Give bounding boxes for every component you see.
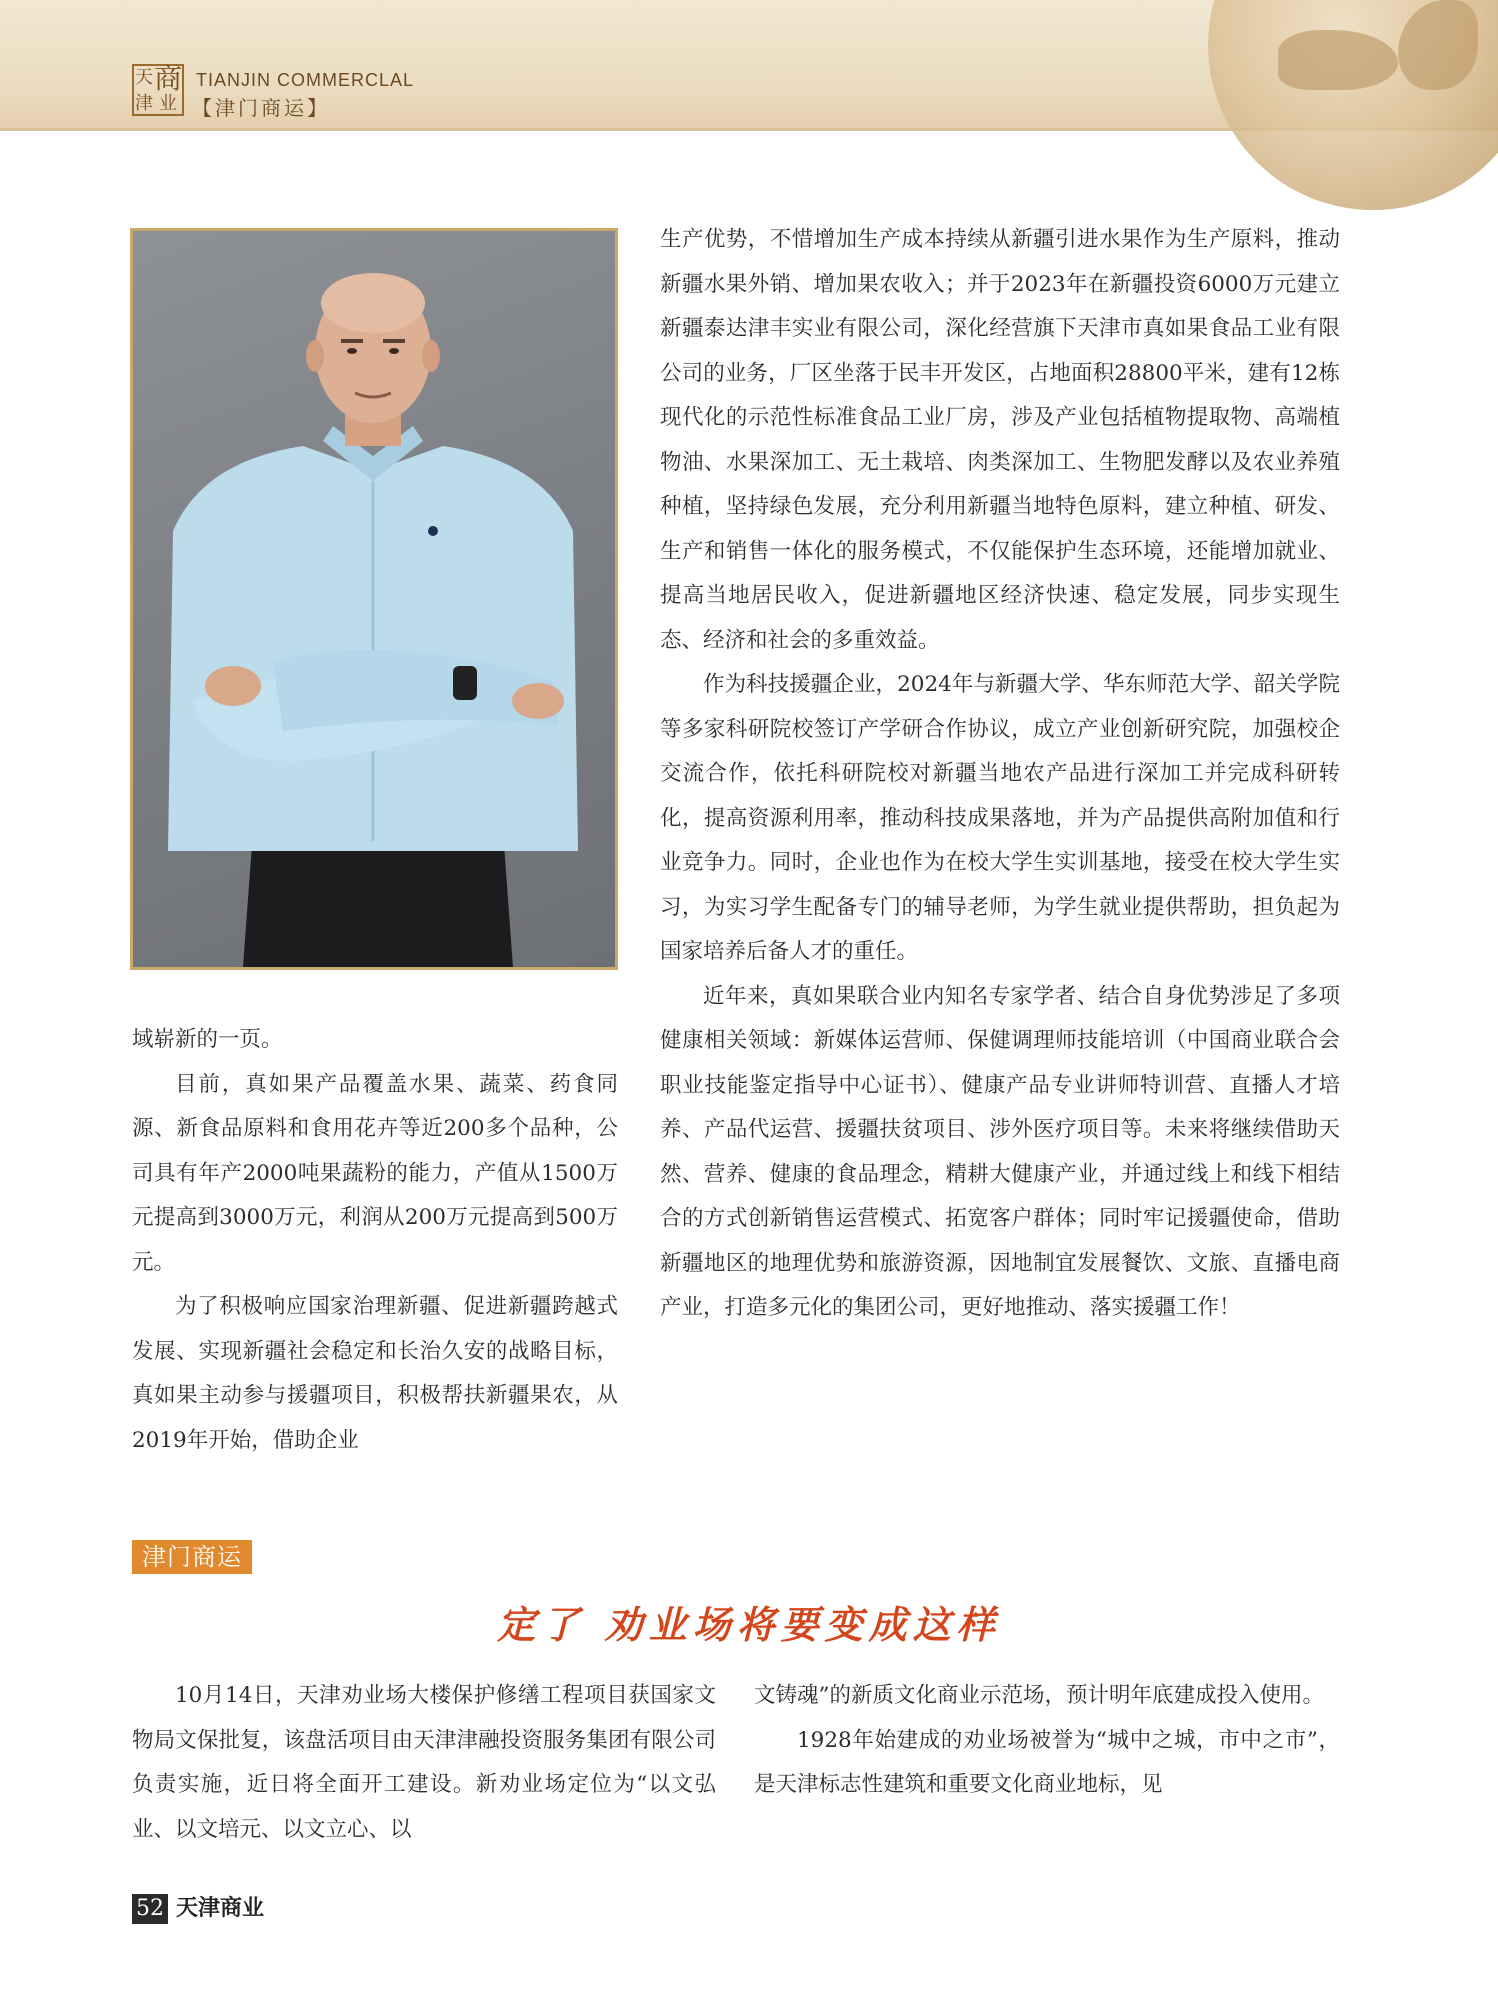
portrait-figure-icon <box>133 231 615 967</box>
article-paragraph: 为了积极响应国家治理新疆、促进新疆跨越式发展、实现新疆社会稳定和长治久安的战略目标，真如果主动参与援疆项目，积极帮扶新疆果农，从2019年开始，借助企业 <box>132 1294 618 1453</box>
column-name: 【津门商运】 <box>192 96 330 120</box>
article2-right-column <box>754 1674 1340 1808</box>
article-right-column <box>660 218 1340 1331</box>
article-left-column <box>132 1018 618 1463</box>
article2-left-column <box>132 1674 716 1852</box>
article-paragraph: 近年来，真如果联合业内知名专家学者、结合自身优势涉足了多项健康相关领域：新媒体运营师、保健调理师技能培训（中国商业联合会职业技能鉴定指导中心证书）、健康产品专业讲师特训营、直播人才培养、产品代运营、援疆扶贫项目、涉外医疗项目等。未来将继续借助天然、营养、健康的食品理念，精耕大健康产业，并通过线上和线下相结合的方式创新销售运营模式、拓宽客户群体；同时牢记援疆使命，借助新疆地区的地理优势和旅游资源，因地制宜发展餐饮、文旅、直播电商产业，打造多元化的集团公司，更好地推动、落实援疆工作！ <box>660 983 1340 1320</box>
globe-decoration-icon <box>1208 0 1498 210</box>
logo-char-2: 商 <box>153 62 182 95</box>
section-tag: 津门商运 <box>132 1540 252 1574</box>
magazine-name: 天津商业 <box>176 1896 265 1921</box>
page-number: 52 <box>132 1894 168 1924</box>
article-paragraph: 生产优势，不惜增加生产成本持续从新疆引进水果作为生产原料，推动新疆水果外销、增加果农收入；并于2023年在新疆投资6000万元建立新疆泰达津丰实业有限公司，深化经营旗下天津市真如果食品工业有限公司的业务，厂区坐落于民丰开发区，占地面积28800平米，建有12栋现代化的示范性标准食品工业厂房，涉及产业包括植物提取物、高端植物油、水果深加工、无土栽培、肉类深加工、生物肥发酵以及农业养殖种植，坚持绿色发展，充分利用新疆当地特色原料，建立种植、研发、生产和销售一体化的服务模式，不仅能保护生态环境，还能增加就业、提高当地居民收入，促进新疆地区经济快速、稳定发展，同步实现生态、经济和社会的多重效益。 <box>660 227 1340 653</box>
article-paragraph: 作为科技援疆企业，2024年与新疆大学、华东师范大学、韶关学院等多家科研院校签订产学研合作协议，成立产业创新研究院，加强校企交流合作，依托科研院校对新疆当地农产品进行深加工并完成科研转化，提高资源利用率，推动科技成果落地，并为产品提供高附加值和行业竞争力。同时，企业也作为在校大学生实训基地，接受在校大学生实习，为实习学生配备专门的辅导老师，为学生就业提供帮助，担负起为国家培养后备人才的重任。 <box>660 672 1340 964</box>
logo-char-4: 业 <box>158 93 177 114</box>
logo-char-3: 津 <box>134 93 153 114</box>
magazine-logo <box>132 64 184 116</box>
article-paragraph: 1928年始建成的劝业场被誉为“城中之城，市中之市”，是天津标志性建筑和重要文化商业地标，见 <box>754 1727 1340 1797</box>
article-paragraph: 10月14日，天津劝业场大楼保护修缮工程项目获国家文物局文保批复，该盘活项目由天津津融投资服务集团有限公司负责实施，近日将全面开工建设。新劝业场定位为“以文弘业、以文培元、以文立心、以 <box>132 1683 716 1842</box>
article-paragraph: 域崭新的一页。 <box>132 1027 283 1052</box>
logo-char-1: 天 <box>134 67 153 88</box>
article-headline: 定了 劝业场将要变成这样 <box>497 1603 1001 1647</box>
portrait-photo <box>130 228 618 970</box>
article-paragraph: 目前，真如果产品覆盖水果、蔬菜、药食同源、新食品原料和食用花卉等近200多个品种，公司具有年产2000吨果蔬粉的能力，产值从1500万元提高到3000万元，利润从200万元提高到500万元。 <box>132 1071 618 1275</box>
brand-english-name: TIANJIN COMMERCLAL <box>196 70 415 90</box>
article-paragraph: 文铸魂”的新质文化商业示范场，预计明年底建成投入使用。 <box>754 1683 1324 1708</box>
